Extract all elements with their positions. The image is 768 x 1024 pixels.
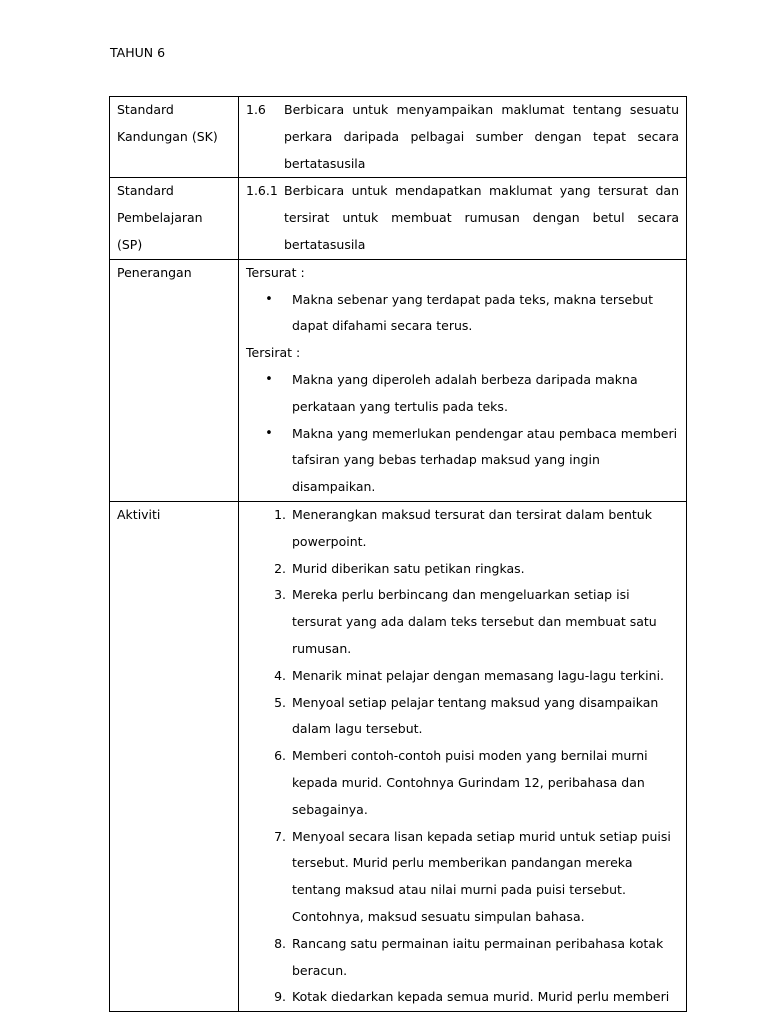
row-label-sk: Standard Kandungan (SK) — [110, 97, 239, 178]
list-item: 2. Murid diberikan satu petikan ringkas. — [274, 560, 525, 576]
lesson-plan-table — [109, 96, 687, 1012]
tersurat-heading: Tersurat : — [246, 264, 305, 280]
table-row-aktiviti — [110, 501, 687, 1011]
sk-text: Berbicara untuk menyampaikan maklumat tentang sesuatu perkara daripada pelbagai sumber dengan tepat secara bertatasusila — [284, 102, 679, 171]
list-item: 3. Mereka perlu berbincang dan mengeluarkan setiap isi tersurat yang ada dalam teks tersebut dan membuat satu rumusan. — [274, 587, 657, 656]
tersirat-list — [246, 367, 679, 501]
row-label-penerangan: Penerangan — [110, 259, 239, 501]
aktiviti-steps — [246, 502, 679, 1011]
tersurat-list — [246, 287, 679, 341]
bullet-icon: • — [265, 425, 273, 441]
list-item: 9. Kotak diedarkan kepada semua murid. Murid perlu memberi — [274, 989, 670, 1005]
sp-text: Berbicara untuk mendapatkan maklumat yang tersurat dan tersirat untuk membuat rumusan dengan betul secara bertatasusila — [284, 183, 679, 252]
table-row-penerangan — [110, 259, 687, 501]
list-item: 8. Rancang satu permainan iaitu permainan peribahasa kotak beracun. — [274, 935, 664, 978]
list-item: • Makna sebenar yang terdapat pada teks, makna tersebut dapat difahami secara terus. — [246, 287, 679, 341]
row-content-penerangan — [239, 259, 687, 501]
row-content-aktiviti — [239, 501, 687, 1011]
list-item: 7. Menyoal secara lisan kepada setiap murid untuk setiap puisi tersebut. Murid perlu memberikan pandangan mereka tentang maksud atau nilai murni pada puisi tersebut. Contohnya, maksud sesuatu simpulan bahasa. — [274, 828, 671, 924]
bullet-icon: • — [265, 371, 273, 387]
row-content-sk — [239, 97, 687, 178]
row-label-aktiviti: Aktiviti — [110, 501, 239, 1011]
list-item: 6. Memberi contoh-contoh puisi moden yang bernilai murni kepada murid. Contohnya Gurindam 12, peribahasa dan sebagainya. — [274, 748, 648, 817]
tersirat-heading: Tersirat : — [246, 345, 301, 361]
row-label-sp: Standard Pembelajaran (SP) — [110, 178, 239, 259]
list-item: 4. Menarik minat pelajar dengan memasang lagu-lagu terkini. — [274, 667, 665, 683]
sk-code: 1.6 — [246, 102, 266, 117]
bullet-icon: • — [265, 291, 273, 307]
document-title: TAHUN 6 — [110, 45, 166, 60]
list-item: • Makna yang diperoleh adalah berbeza daripada makna perkataan yang tertulis pada teks. — [246, 367, 679, 421]
table-row-sp — [110, 178, 687, 259]
list-item: 5. Menyoal setiap pelajar tentang maksud yang disampaikan dalam lagu tersebut. — [274, 694, 659, 737]
list-item: • Makna yang memerlukan pendengar atau pembaca memberi tafsiran yang bebas terhadap maksud yang ingin disampaikan. — [246, 421, 679, 501]
sp-code: 1.6.1 — [246, 183, 278, 199]
row-content-sp — [239, 178, 687, 259]
list-item: 1. Menerangkan maksud tersurat dan tersirat dalam bentuk powerpoint. — [274, 506, 652, 549]
table-row-sk — [110, 97, 687, 178]
